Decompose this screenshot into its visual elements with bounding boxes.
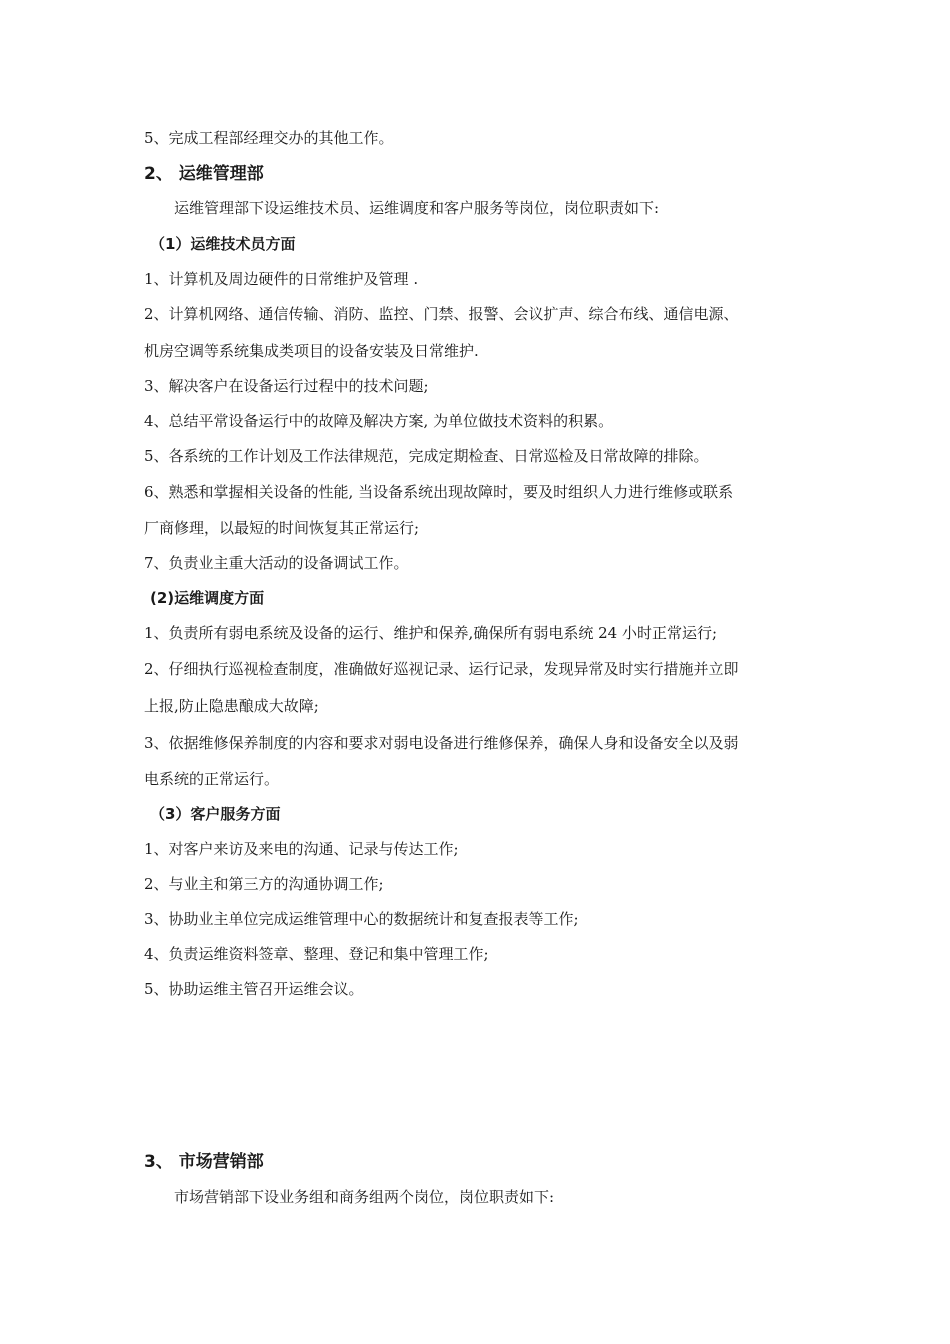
sub1-item: 7、负责业主重大活动的设备调试工作。 [144,554,409,572]
sub2-title: (2)运维调度方面 [150,589,265,607]
sub1-item: 3、解决客户在设备运行过程中的技术问题; [144,377,429,395]
sub2-item: 3、依据维修保养制度的内容和要求对弱电设备进行维修保养，确保人身和设备安全以及弱 [144,734,739,752]
section2-intro: 运维管理部下设运维技术员、运维调度和客户服务等岗位，岗位职责如下: [174,199,660,217]
sub3-title: （3）客户服务方面 [150,805,281,823]
sub2-item: 上报,防止隐患酿成大故障; [144,697,319,715]
sub1-item: 6、熟悉和掌握相关设备的性能, 当设备系统出现故障时，要及时组织人力进行维修或联系 [144,483,734,501]
sub3-item: 4、负责运维资料签章、整理、登记和集中管理工作; [144,945,489,963]
sub3-item: 1、对客户来访及来电的沟通、记录与传达工作; [144,840,459,858]
sub3-item: 2、与业主和第三方的沟通协调工作; [144,875,384,893]
sub3-item: 3、协助业主单位完成运维管理中心的数据统计和复查报表等工作; [144,910,579,928]
section1-item-5: 5、完成工程部经理交办的其他工作。 [144,129,394,147]
section3-intro: 市场营销部下设业务组和商务组两个岗位，岗位职责如下: [174,1188,555,1206]
sub1-item: 厂商修理，以最短的时间恢复其正常运行; [144,519,420,537]
section2-heading: 2、 运维管理部 [144,164,264,184]
sub2-item: 2、仔细执行巡视检查制度，准确做好巡视记录、运行记录，发现异常及时实行措施并立即 [144,660,739,678]
sub1-item: 4、总结平常设备运行中的故障及解决方案, 为单位做技术资料的积累。 [144,412,614,430]
sub3-item: 5、协助运维主管召开运维会议。 [144,980,364,998]
sub1-item: 1、计算机及周边硬件的日常维护及管理 . [144,270,419,288]
sub2-item: 1、负责所有弱电系统及设备的运行、维护和保养,确保所有弱电系统 24 小时正常运行; [144,624,717,642]
sub1-item: 5、各系统的工作计划及工作法律规范，完成定期检查、日常巡检及日常故障的排除。 [144,447,709,465]
section3-heading: 3、 市场营销部 [144,1152,264,1172]
sub2-item: 电系统的正常运行。 [144,770,280,788]
sub1-title: （1）运维技术员方面 [150,235,296,253]
sub1-item: 机房空调等系统集成类项目的设备安装及日常维护. [144,342,479,360]
sub1-item: 2、计算机网络、通信传输、消防、监控、门禁、报警、会议扩声、综合布线、通信电源、 [144,305,739,323]
